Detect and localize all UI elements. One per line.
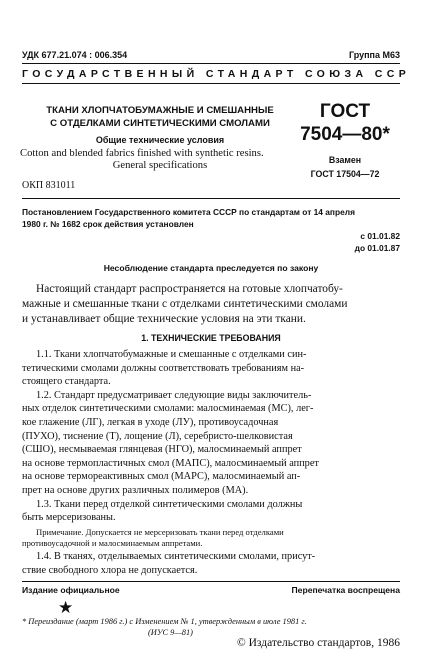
decree-line1: Постановлением Государственного комитета СССР по стандартам от 14 апреля (22, 207, 355, 217)
decree-line2: 1980 г. № 1682 срок действия установлен (22, 219, 194, 229)
header-rule-bottom (22, 83, 400, 84)
state-standard-banner: ГОСУДАРСТВЕННЫЙ СТАНДАРТ СОЮЗА ССР (22, 68, 411, 80)
body-line: быть мерсеризованы. (22, 512, 116, 524)
intro-line: мажные и смешанные ткани с отделками синтетическими смолами (22, 298, 348, 311)
body-line: 1.1. Ткани хлопчатобумажные и смешанные с отделками син- (36, 349, 307, 360)
official-edition: Издание официальное (22, 585, 120, 595)
title-en-line1: Cotton and blended fabrics finished with synthetic resins. (20, 148, 264, 159)
body-line: 1.4. В тканях, отделываемых синтетическими смолами, присут- (36, 551, 316, 562)
title-en-line2: General specifications (112, 160, 208, 171)
okp-code: ОКП 831011 (22, 180, 76, 191)
reissue-ius: (ИУС 9—81) (148, 628, 193, 637)
title-ru-line2: С ОТДЕЛКАМИ СИНТЕТИЧЕСКИМИ СМОЛАМИ (50, 118, 270, 129)
body-line: на основе термопластичных смол (МАПС), малосминаемый аппрет (22, 457, 319, 469)
body-line: ных отделок синтетическими смолами: малосминаемая (МС), лег- (22, 403, 314, 415)
body-line: 1.3. Ткани перед отделкой синтетическими смолами должны (36, 498, 303, 510)
violation-notice: Несоблюдение стандарта преследуется по закону (103, 263, 319, 273)
star-icon: ★ (58, 598, 74, 617)
gost-number: 7504—80* (300, 124, 390, 145)
body-line: стоящего стандарта. (22, 376, 111, 388)
body-line: (СШО), несмываемая глянцевая (НГО), малосминаемый аппрет (22, 444, 302, 456)
group-code: Группа М63 (348, 50, 400, 60)
body-line: (ПУХО), тиснение (Т), лощение (Л), серебристо-шелковистая (22, 430, 293, 442)
replaces-standard: ГОСТ 17504—72 (310, 169, 380, 179)
copyright: © Издательство стандартов, 1986 (236, 637, 400, 649)
section-heading: 1. ТЕХНИЧЕСКИЕ ТРЕБОВАНИЯ (141, 333, 281, 343)
body-line: ствие свободного хлора не допускается. (22, 564, 198, 576)
title-ru-subtitle: Общие технические условия (95, 135, 225, 145)
note-block (22, 527, 400, 549)
header-rule-top (22, 63, 400, 64)
body-line: кое глажение (ЛГ), легкая в уходе (ЛУ), противоусадочная (22, 416, 279, 428)
validity-from: с 01.01.82 (360, 231, 400, 241)
validity-to: до 01.01.87 (354, 243, 400, 253)
reprint-prohibited: Перепечатка воспрещена (291, 585, 400, 595)
body-line: на основе термореактивных смол (МАРС), малосминаемый ап- (22, 471, 301, 483)
gost-label: ГОСТ (319, 101, 371, 122)
intro-paragraph (22, 282, 400, 328)
body-line: 1.2. Стандарт предусматривает следующие виды заключитель- (36, 389, 312, 401)
udc-code: УДК 677.21.074 : 006.354 (22, 50, 128, 60)
clause-1-4 (22, 550, 400, 577)
section-body (22, 348, 400, 525)
title-ru-line1: ТКАНИ ХЛОПЧАТОБУМАЖНЫЕ И СМЕШАННЫЕ (46, 105, 274, 116)
replaces-label: Взамен (328, 155, 362, 165)
note-line: Примечание. Допускается не мерсеризовать ткани перед отделками (36, 527, 284, 537)
reissue-note: * Переиздание (март 1986 г.) с Изменением № 1, утвержденным в июле 1981 г. (22, 617, 307, 626)
title-divider (22, 198, 400, 199)
note-line: противоусадочной и малосминаемым аппретами. (22, 538, 203, 548)
footer-rule (22, 581, 400, 582)
intro-line: и устанавливает общие технические условия на эти ткани. (22, 313, 306, 326)
body-line: прет на основе других различных полимеров (МА). (22, 484, 249, 496)
intro-line: Настоящий стандарт распространяется на готовые хлопчатобу- (36, 283, 343, 295)
body-line: тетическими смолами должны соответствовать требованиям на- (22, 362, 305, 374)
